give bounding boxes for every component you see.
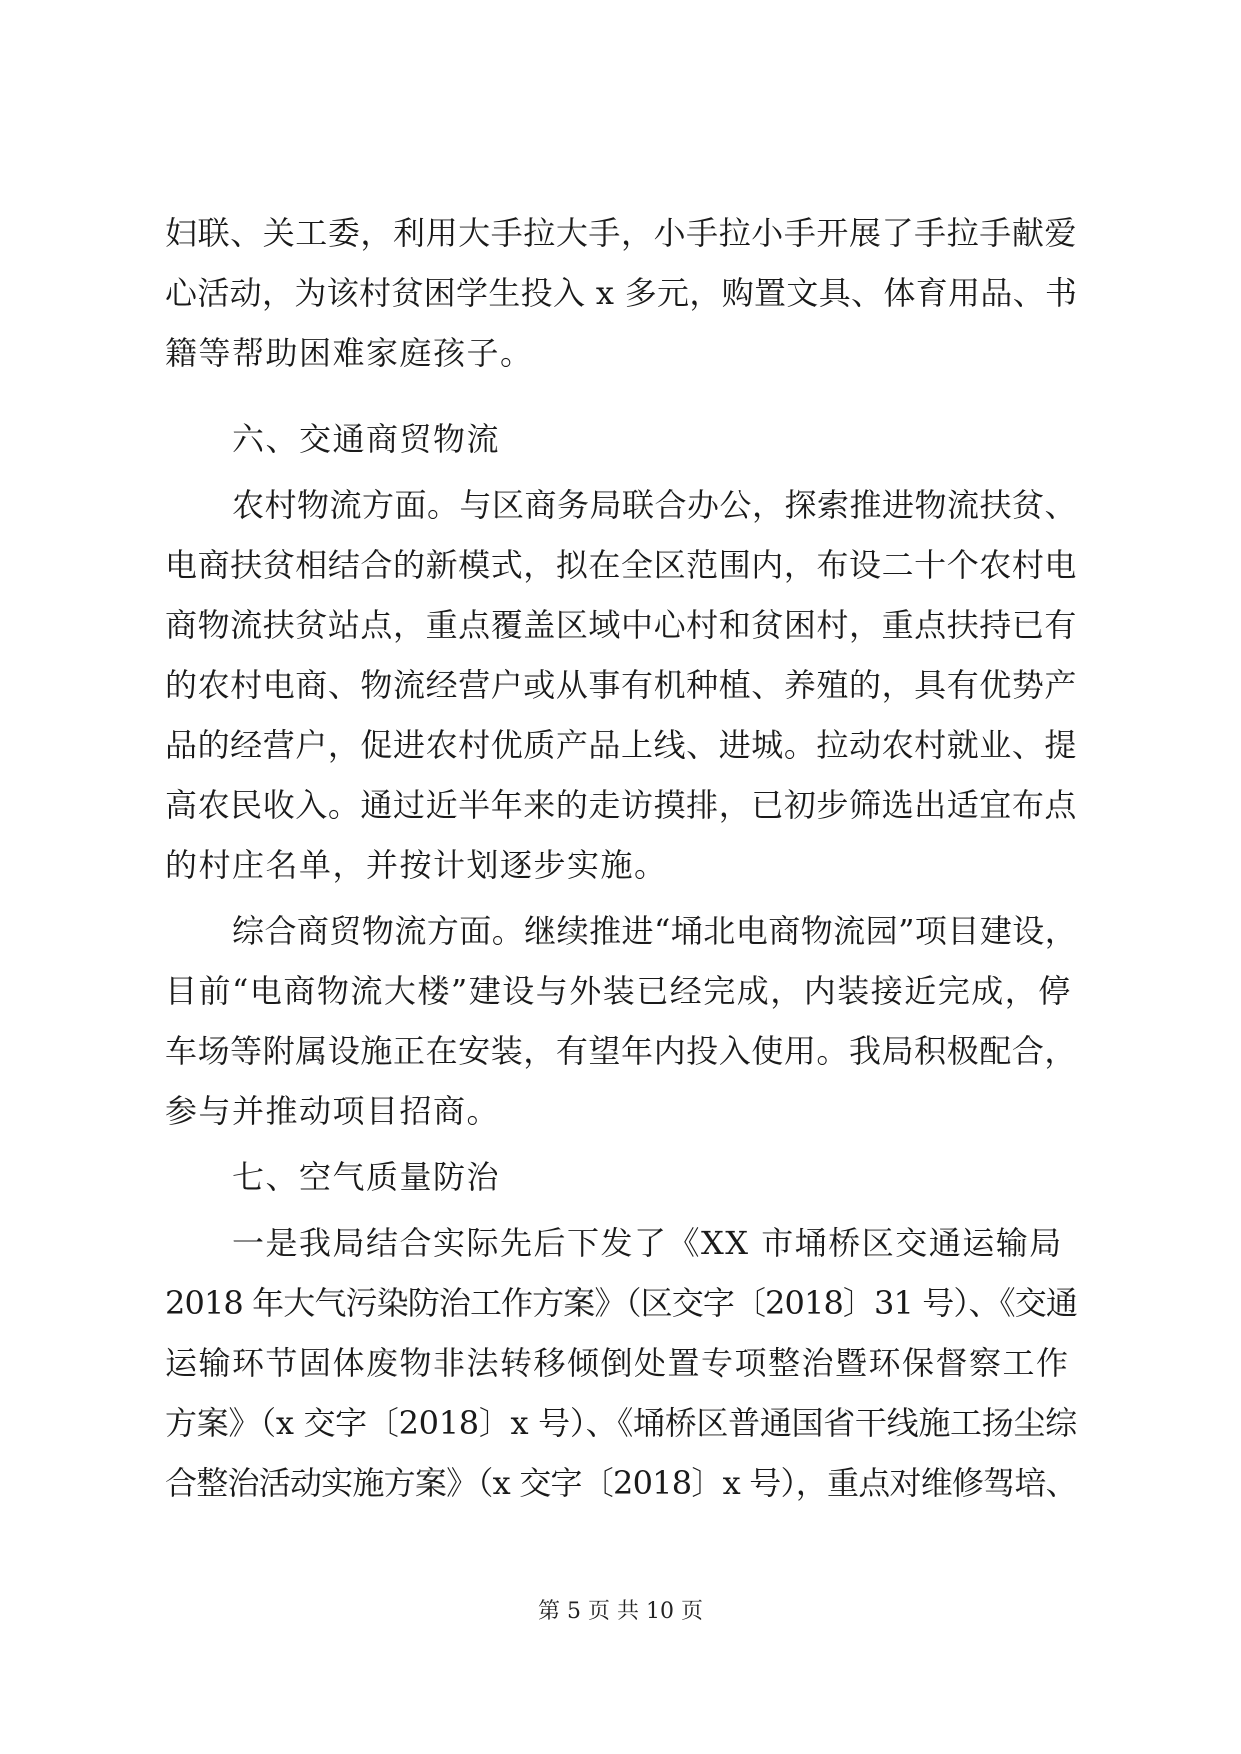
section-heading: 七、空气质量防治 (232, 1158, 501, 1196)
text-line: 农村物流方面。与区商务局联合办公，探索推进物流扶贫、 (232, 486, 1078, 524)
section-heading: 六、交通商贸物流 (232, 420, 501, 458)
text-line: 的村庄名单，并按计划逐步实施。 (165, 846, 668, 884)
text-line: 合整治活动实施方案》（x 交字〔2018〕x 号），重点对维修驾培、 (165, 1464, 1077, 1502)
text-line: 运输环节固体废物非法转移倾倒处置专项整治暨环保督察工作 (165, 1344, 1070, 1382)
text-line: 一是我局结合实际先后下发了《XX 市埇桥区交通运输局 (232, 1224, 1063, 1262)
text-line: 电商扶贫相结合的新模式，拟在全区范围内，布设二十个农村电 (165, 546, 1078, 584)
text-line: 综合商贸物流方面。继续推进“埇北电商物流园”项目建设， (232, 912, 1078, 950)
text-line: 商物流扶贫站点，重点覆盖区域中心村和贫困村，重点扶持已有 (165, 606, 1078, 644)
text-line: 参与并推动项目招商。 (165, 1092, 501, 1130)
text-line: 目前“电商物流大楼”建设与外装已经完成，内装接近完成，停 (165, 972, 1072, 1010)
text-line: 方案》（x 交字〔2018〕x 号）、《埇桥区普通国省干线施工扬尘综 (165, 1404, 1077, 1442)
text-line: 妇联、关工委，利用大手拉大手，小手拉小手开展了手拉手献爱 (165, 214, 1078, 252)
text-line: 车场等附属设施正在安装，有望年内投入使用。我局积极配合， (165, 1032, 1078, 1070)
page-footer: 第 5 页 共 10 页 (538, 1599, 703, 1624)
text-line: 品的经营户，促进农村优质产品上线、进城。拉动农村就业、提 (165, 726, 1078, 764)
text-line: 心活动，为该村贫困学生投入 x 多元，购置文具、体育用品、书 (165, 274, 1078, 312)
text-line: 2018 年大气污染防治工作方案》（区交字〔2018〕31 号）、《交通 (165, 1284, 1077, 1322)
text-line: 高农民收入。通过近半年来的走访摸排，已初步筛选出适宜布点 (165, 786, 1078, 824)
text-line: 籍等帮助困难家庭孩子。 (165, 334, 534, 372)
text-line: 的农村电商、物流经营户或从事有机种植、养殖的，具有优势产 (165, 666, 1078, 704)
